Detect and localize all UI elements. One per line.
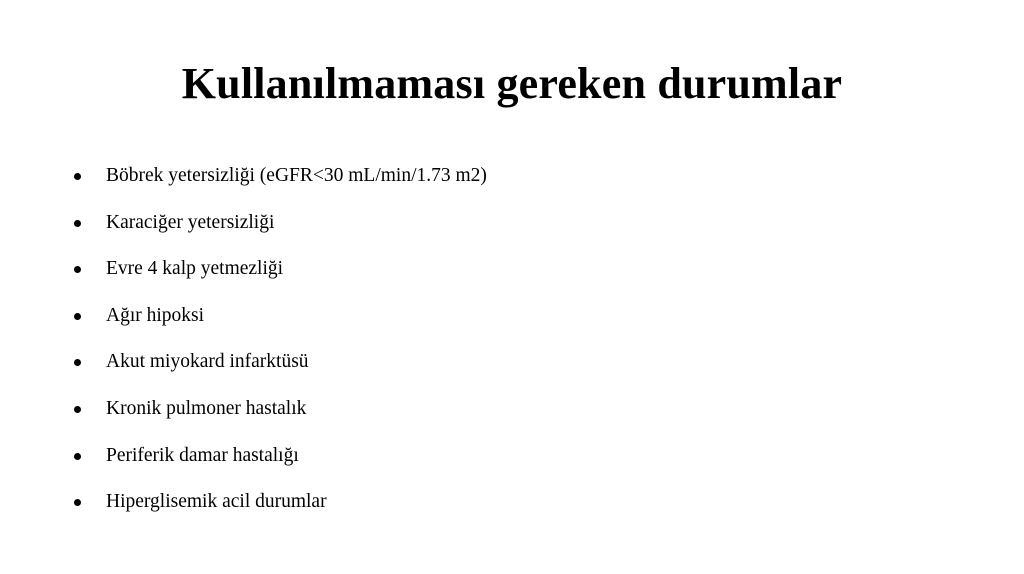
list-item-text: Karaciğer yetersizliği bbox=[106, 211, 275, 233]
bullet-icon bbox=[74, 313, 81, 320]
bullet-icon bbox=[74, 406, 81, 413]
list-item-text: Evre 4 kalp yetmezliği bbox=[106, 258, 284, 280]
list-item-text: Ağır hipoksi bbox=[106, 304, 205, 326]
bullet-icon bbox=[74, 220, 81, 227]
list-item-text: Hiperglisemik acil durumlar bbox=[106, 491, 327, 513]
bullet-icon bbox=[74, 499, 81, 506]
list-item-text: Akut miyokard infarktüsü bbox=[106, 351, 309, 373]
bullet-icon bbox=[74, 453, 81, 460]
bullet-icon bbox=[74, 359, 81, 366]
list-item-text: Periferik damar hastalığı bbox=[106, 444, 299, 466]
slide-title: Kullanılmaması gereken durumlar bbox=[181, 59, 843, 108]
bullet-icon bbox=[74, 266, 81, 273]
bullet-icon bbox=[74, 173, 81, 180]
list-item-text: Böbrek yetersizliği (eGFR<30 mL/min/1.73 m2) bbox=[106, 165, 487, 186]
list-item-text: Kronik pulmoner hastalık bbox=[106, 397, 307, 419]
